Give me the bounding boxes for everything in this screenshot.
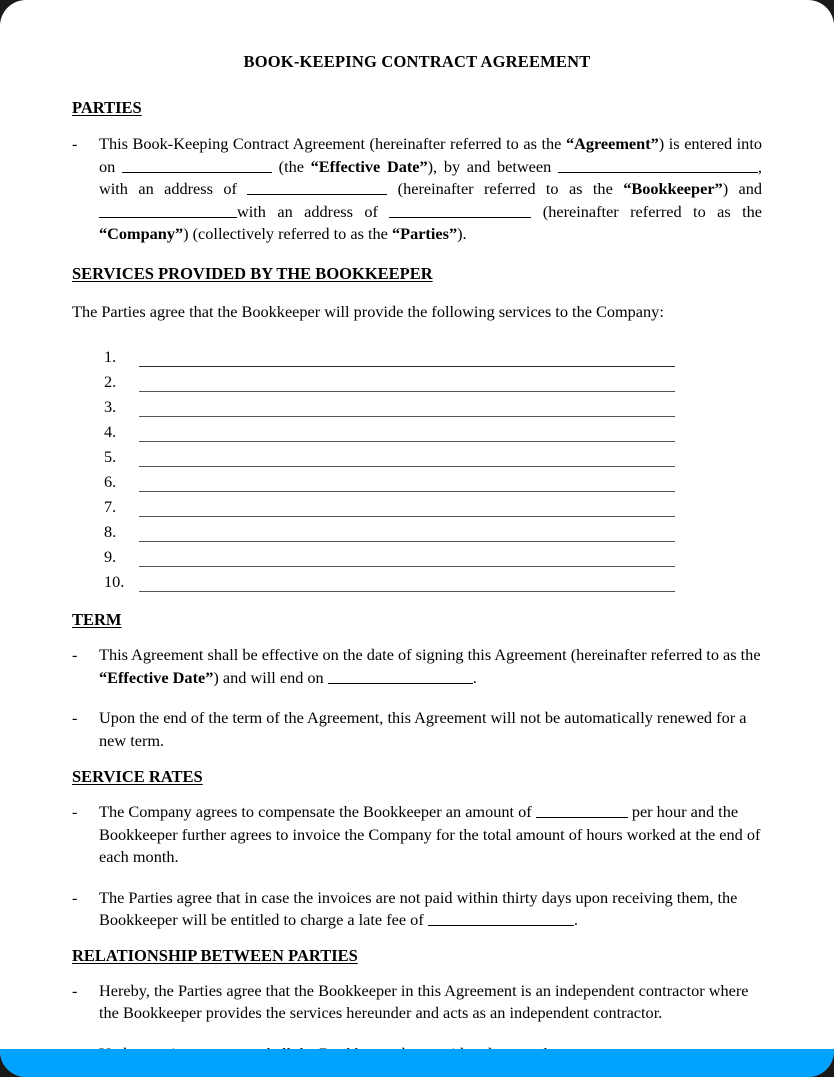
service-rates-bullet-1-text [99, 801, 762, 869]
rates-text-2: per hour and the Bookkeeper further agrees to invoice the Company for the total amount of hours worked at the end of each month. [99, 802, 761, 866]
document-title: BOOK-KEEPING CONTRACT AGREEMENT [243, 52, 591, 71]
list-item-number: 9. [104, 547, 117, 566]
list-item [100, 542, 762, 567]
bullet-marker-icon: - [72, 645, 78, 664]
bullet-marker-icon: - [72, 802, 78, 821]
parties-text-4: ), by and between [427, 156, 558, 176]
term-bullet-1-text [99, 644, 762, 689]
term-effective-date: “Effective Date” [310, 156, 428, 176]
list-item [100, 367, 762, 392]
term-bullet-1 [72, 644, 762, 689]
list-item-blank[interactable] [139, 575, 675, 592]
parties-text-7: ) and [722, 179, 763, 198]
parties-text-6: (hereinafter referred to as the [387, 179, 624, 198]
list-item [100, 517, 762, 542]
list-item-blank[interactable] [139, 550, 675, 567]
list-item-number: 1. [104, 347, 117, 366]
bottom-accent-bar [0, 1049, 834, 1077]
parties-bullet-text [99, 133, 762, 246]
list-item-blank[interactable] [139, 475, 675, 492]
term-agreement: “Agreement” [565, 134, 659, 153]
term-text-1: This Agreement shall be effective on the date of signing this Agreement (hereinafter referred to as the [99, 645, 761, 664]
term-text-2: ) and will end on [213, 667, 328, 687]
list-item-blank[interactable] [139, 350, 675, 367]
term-bookkeeper: “Bookkeeper” [623, 179, 723, 198]
list-item-number: 7. [104, 497, 117, 516]
list-item-blank[interactable] [139, 375, 675, 392]
parties-text-3: (the [271, 156, 311, 176]
term-company: “Company” [99, 224, 184, 243]
effective-date-blank[interactable] [122, 157, 272, 173]
term-effective-date: “Effective Date” [99, 667, 214, 687]
section-heading-relationship: RELATIONSHIP BETWEEN PARTIES [72, 945, 358, 965]
parties-text-9: (hereinafter referred to as the [531, 201, 762, 221]
bullet-marker-icon: - [72, 980, 78, 1000]
parties-text-8: with an address of [237, 201, 390, 221]
parties-text-10: ) (collectively referred to as the [183, 224, 392, 243]
parties-text-11: ). [457, 224, 467, 243]
list-item-number: 3. [104, 397, 117, 416]
parties-text-1: This Book-Keeping Contract Agreement (hereinafter referred to as the [99, 134, 566, 153]
list-item [100, 442, 762, 467]
list-item-blank[interactable] [139, 425, 675, 442]
term-bullet-2 [72, 707, 762, 752]
term-text-3: . [472, 667, 477, 687]
term-parties: “Parties” [391, 224, 458, 243]
parties-text-5: , with an address of [99, 156, 762, 198]
list-item [100, 467, 762, 492]
list-item-number: 6. [104, 472, 117, 491]
rates-text-3: The Parties agree that in case the invoices are not paid within thirty days upon receiving them, the Bookkeeper will be entitled to charge a late fee of [99, 887, 738, 929]
parties-bullet [72, 133, 762, 246]
rates-text-4: . [573, 910, 578, 929]
service-rates-bullet-2 [72, 887, 762, 932]
services-blank-list [72, 342, 762, 592]
list-item-blank[interactable] [139, 525, 675, 542]
bullet-marker-icon: - [72, 887, 78, 907]
list-item-blank[interactable] [139, 500, 675, 517]
list-item-number: 5. [104, 447, 117, 466]
services-intro-text: The Parties agree that the Bookkeeper will provide the following services to the Company: [72, 301, 664, 321]
list-item-number: 8. [104, 522, 117, 541]
term-bullet-2-text: Upon the end of the term of the Agreement, this Agreement will not be automatically renewed for a new term. [99, 708, 747, 750]
list-item-number: 10. [104, 572, 125, 591]
list-item-blank[interactable] [139, 400, 675, 417]
section-heading-parties: PARTIES [72, 98, 142, 117]
list-item [100, 342, 762, 367]
list-item [100, 492, 762, 517]
list-item-blank[interactable] [139, 450, 675, 467]
list-item [100, 567, 762, 592]
relationship-bullet-1 [72, 980, 762, 1025]
term-end-date-blank[interactable] [328, 668, 473, 684]
list-item [100, 417, 762, 442]
bookkeeper-address-blank[interactable] [247, 179, 387, 195]
bullet-marker-icon: - [72, 134, 78, 153]
list-item-number: 4. [104, 422, 117, 441]
section-heading-term: TERM [72, 610, 122, 629]
section-heading-service-rates: SERVICE RATES [72, 767, 203, 786]
service-rates-bullet-1 [72, 801, 762, 869]
section-heading-services: SERVICES PROVIDED BY THE BOOKKEEPER [72, 263, 433, 283]
list-item [100, 392, 762, 417]
company-name-blank[interactable] [99, 202, 237, 218]
list-item-number: 2. [104, 372, 117, 391]
parties-text-2: ) is entered into on [99, 134, 762, 176]
hourly-rate-blank[interactable] [536, 802, 628, 818]
rates-text-1: The Company agrees to compensate the Bookkeeper an amount of [99, 802, 536, 821]
late-fee-blank[interactable] [428, 910, 574, 926]
service-rates-bullet-2-text [99, 887, 762, 932]
bookkeeper-name-blank[interactable] [558, 157, 758, 173]
company-address-blank[interactable] [389, 202, 531, 218]
relationship-bullet-1-text: Hereby, the Parties agree that the Bookkeeper in this Agreement is an independent contractor where the Bookkeeper provides the services hereunder and acts as an independent contractor. [99, 980, 749, 1022]
bullet-marker-icon: - [72, 708, 78, 727]
